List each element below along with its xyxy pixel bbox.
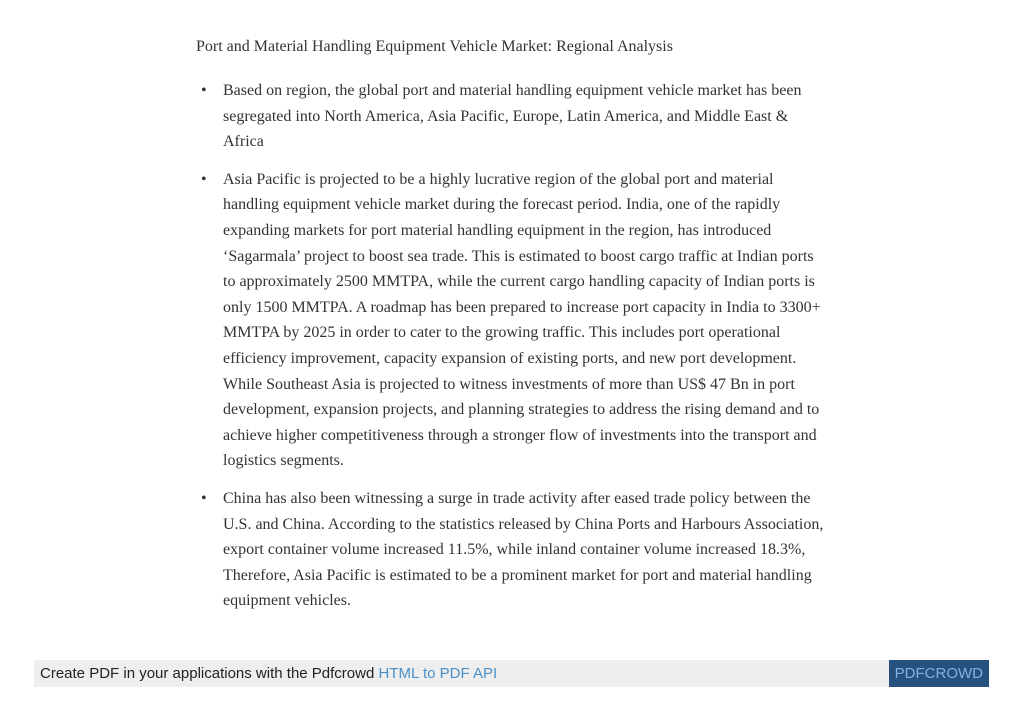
bullet-icon: • <box>201 489 207 507</box>
list-item-text: China has also been witnessing a surge in trade activity after eased trade policy between the U.S. and China. According to the statistics released by China Ports and Harbours Association, export container volume increased 11.5%, while inland container volume increased 18.3%, Therefore, Asia Pacific is estimated to be a prominent market for port and material handling equipment vehicles. <box>223 489 824 610</box>
list-item <box>196 78 826 155</box>
list-item <box>196 167 826 474</box>
pdfcrowd-brand-button[interactable]: PDFCROWD <box>889 660 989 687</box>
footer-text-wrap <box>40 665 497 682</box>
bullet-icon: • <box>201 170 207 188</box>
pdfcrowd-footer-bar <box>34 660 989 687</box>
section-heading: Port and Material Handling Equipment Vehicle Market: Regional Analysis <box>196 38 673 55</box>
bullet-list <box>196 78 836 614</box>
list-item-text: Based on region, the global port and material handling equipment vehicle market has been segregated into North America, Asia Pacific, Europe, Latin America, and Middle East & Africa <box>223 82 802 151</box>
html-to-pdf-api-link[interactable]: HTML to PDF API <box>378 665 498 682</box>
bullet-icon: • <box>201 82 207 99</box>
list-item-text: Asia Pacific is projected to be a highly lucrative region of the global port and material handling equipment vehicle market during the forecast period. India, one of the rapidly expanding markets for port material handling equipment in the region, has introduced ‘Sagarmala’ project to boost sea trade. This is estimated to boost cargo traffic at Indian ports to approximately 2500 MMTPA, while the current cargo handling capacity of Indian ports is only 1500 MMTPA. A roadmap has been prepared to increase port capacity in India to 3300+ MMTPA by 2025 in order to cater to the growing traffic. This includes port operational efficiency improvement, capacity expansion of existing ports, and new port development. While Southeast Asia is projected to witness investments of more than US$ 47 Bn in port development, expansion projects, and planning strategies to address the rising demand and to achieve higher competitiveness through a stronger flow of investments into the transport and logistics segments. <box>223 170 821 470</box>
list-item <box>196 486 826 614</box>
document-body <box>196 34 836 626</box>
footer-text: Create PDF in your applications with the Pdfcrowd <box>40 665 379 682</box>
